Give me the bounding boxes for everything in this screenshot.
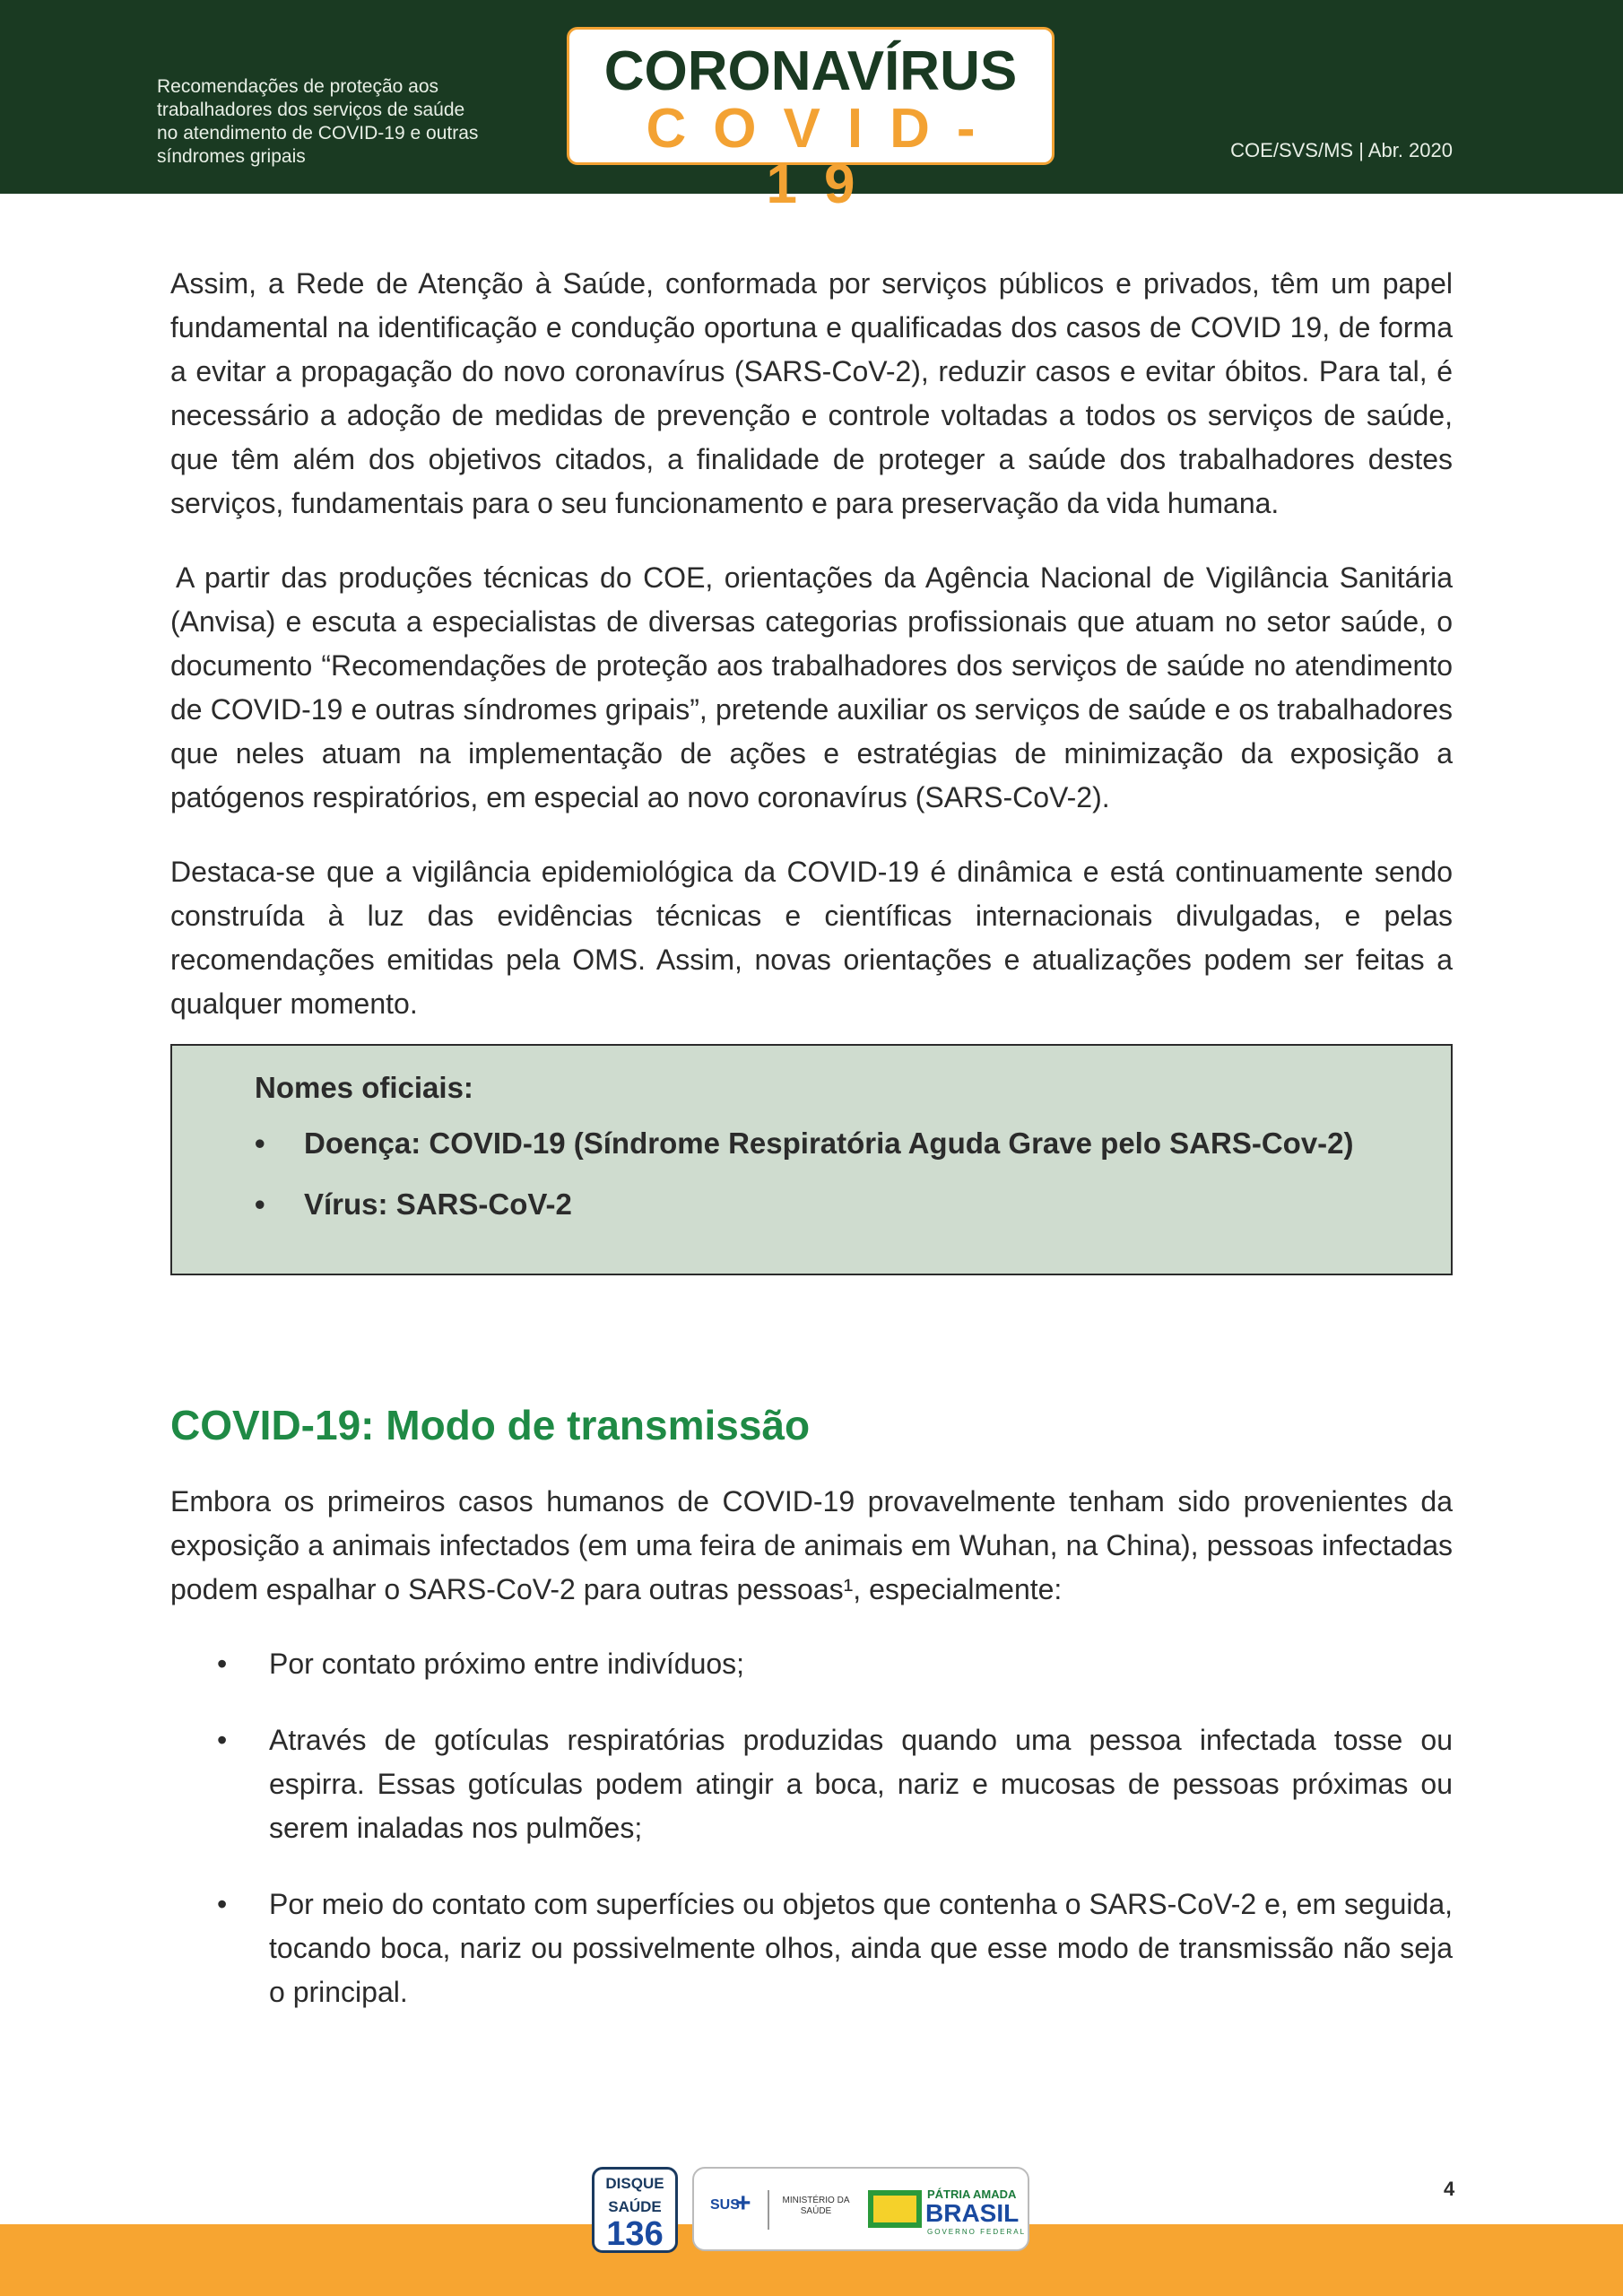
official-names-box	[170, 1044, 1453, 1275]
disque-label: DISQUE	[605, 2175, 664, 2192]
list-item-text: Por meio do contato com superfícies ou objetos que contenha o SARS-CoV-2 e, em seguida, tocando boca, nariz ou possivelmente olhos, ainda que esse modo de transmissão não seja o principal.	[269, 1888, 1453, 2008]
paragraph: Assim, a Rede de Atenção à Saúde, conformada por serviços públicos e privados, têm um papel fundamental na identificação e condução oportuna e qualificadas dos casos de COVID 19, de forma a evitar a propagação do novo coronavírus (SARS-CoV-2), reduzir casos e evitar óbitos. Para tal, é necessário a adoção de medidas de prevenção e controle voltadas a todos os serviços de saúde, que têm além dos objetivos citados, a finalidade de proteger a saúde dos trabalhadores destes serviços, fundamentais para o seu funcionamento e para preservação da vida humana.	[170, 267, 1453, 519]
official-name-item	[255, 1187, 1451, 1222]
subtitle-line: no atendimento de COVID-19 e outras	[157, 123, 479, 144]
logo-title: CORONAVÍRUS	[603, 40, 1018, 102]
bullet-icon: •	[217, 1888, 228, 1920]
saude-label: SAÚDE	[608, 2198, 662, 2215]
document-reference: COE/SVS/MS | Abr. 2020	[1230, 139, 1453, 161]
list-item	[170, 1718, 1453, 1850]
list-item	[170, 1642, 1453, 1686]
list-item-text: Por contato próximo entre indivíduos;	[269, 1648, 745, 1680]
page-header	[0, 0, 1623, 215]
official-name-text: Vírus: SARS-CoV-2	[304, 1187, 572, 1221]
list-item	[170, 1883, 1453, 2014]
subtitle-line: síndromes gripais	[157, 146, 306, 167]
section-intro: Embora os primeiros casos humanos de COVID-19 provavelmente tenham sido provenientes da exposição a animais infectados (em uma feira de animais em Wuhan, na China), pessoas infectadas podem espalhar o SARS-CoV-2 para outras pessoas¹, especialmente:	[170, 1485, 1453, 1605]
brazil-flag-icon	[868, 2190, 922, 2228]
page-number: 4	[1444, 2178, 1455, 2200]
official-name-text: Doença: COVID-19 (Síndrome Respiratória Aguda Grave pelo SARS-Cov-2)	[304, 1126, 1354, 1160]
sus-logo: SUS	[710, 2197, 740, 2213]
governo-label: GOVERNO FEDERAL	[927, 2228, 1027, 2236]
subtitle-line: Recomendações de proteção aos	[157, 76, 439, 97]
official-names-title: Nomes oficiais:	[255, 1071, 473, 1104]
official-name-item	[255, 1126, 1451, 1161]
logo-subtitle: COVID-19	[646, 98, 1002, 215]
bullet-icon: •	[217, 1648, 228, 1680]
disque-saude-logo	[592, 2167, 678, 2253]
cross-icon: +	[735, 2188, 751, 2218]
bullet-icon: •	[255, 1187, 265, 1221]
subtitle-line: trabalhadores dos serviços de saúde	[157, 100, 465, 120]
patria-label: PÁTRIA AMADA	[927, 2187, 1017, 2201]
section-heading: COVID-19: Modo de transmissão	[170, 1402, 811, 1448]
document-subtitle	[157, 75, 551, 169]
bullet-icon: •	[255, 1126, 265, 1160]
page-content	[170, 262, 1453, 2047]
list-item-text: Através de gotículas respiratórias produzidas quando uma pessoa infectada tosse ou espirra. Essas gotículas podem atingir a boca, nariz e mucosas de pessoas próximas ou serem inaladas nos pulmões;	[269, 1724, 1453, 1844]
paragraph: A partir das produções técnicas do COE, orientações da Agência Nacional de Vigilância Sanitária (Anvisa) e escuta a especialistas de diversas categorias profissionais que atuam no setor saúde, o documento “Recomendações de proteção aos trabalhadores dos serviços de saúde no atendimento de COVID-19 e outras síndromes gripais”, pretende auxiliar os serviços de saúde e os trabalhadores que neles atuam na implementação de ações e estratégias de minimização da exposição a patógenos respiratórios, em especial ao novo coronavírus (SARS-CoV-2).	[170, 561, 1453, 813]
paragraph: Destaca-se que a vigilância epidemiológica da COVID-19 é dinâmica e está continuamente sendo construída à luz das evidências técnicas e científicas internacionais divulgadas, e pelas recomendações emitidas pela OMS. Assim, novas orientações e atualizações podem ser feitas a qualquer momento.	[170, 856, 1453, 1020]
government-logos	[692, 2167, 1029, 2251]
brasil-label: BRASIL	[925, 2199, 1020, 2227]
disque-number: 136	[606, 2215, 664, 2253]
ministerio-label: MINISTÉRIO DA SAÚDE	[782, 2196, 850, 2216]
logo-divider	[768, 2190, 769, 2230]
bullet-icon: •	[217, 1724, 228, 1756]
transmission-list	[170, 1642, 1453, 2014]
coronavirus-logo	[567, 27, 1055, 215]
